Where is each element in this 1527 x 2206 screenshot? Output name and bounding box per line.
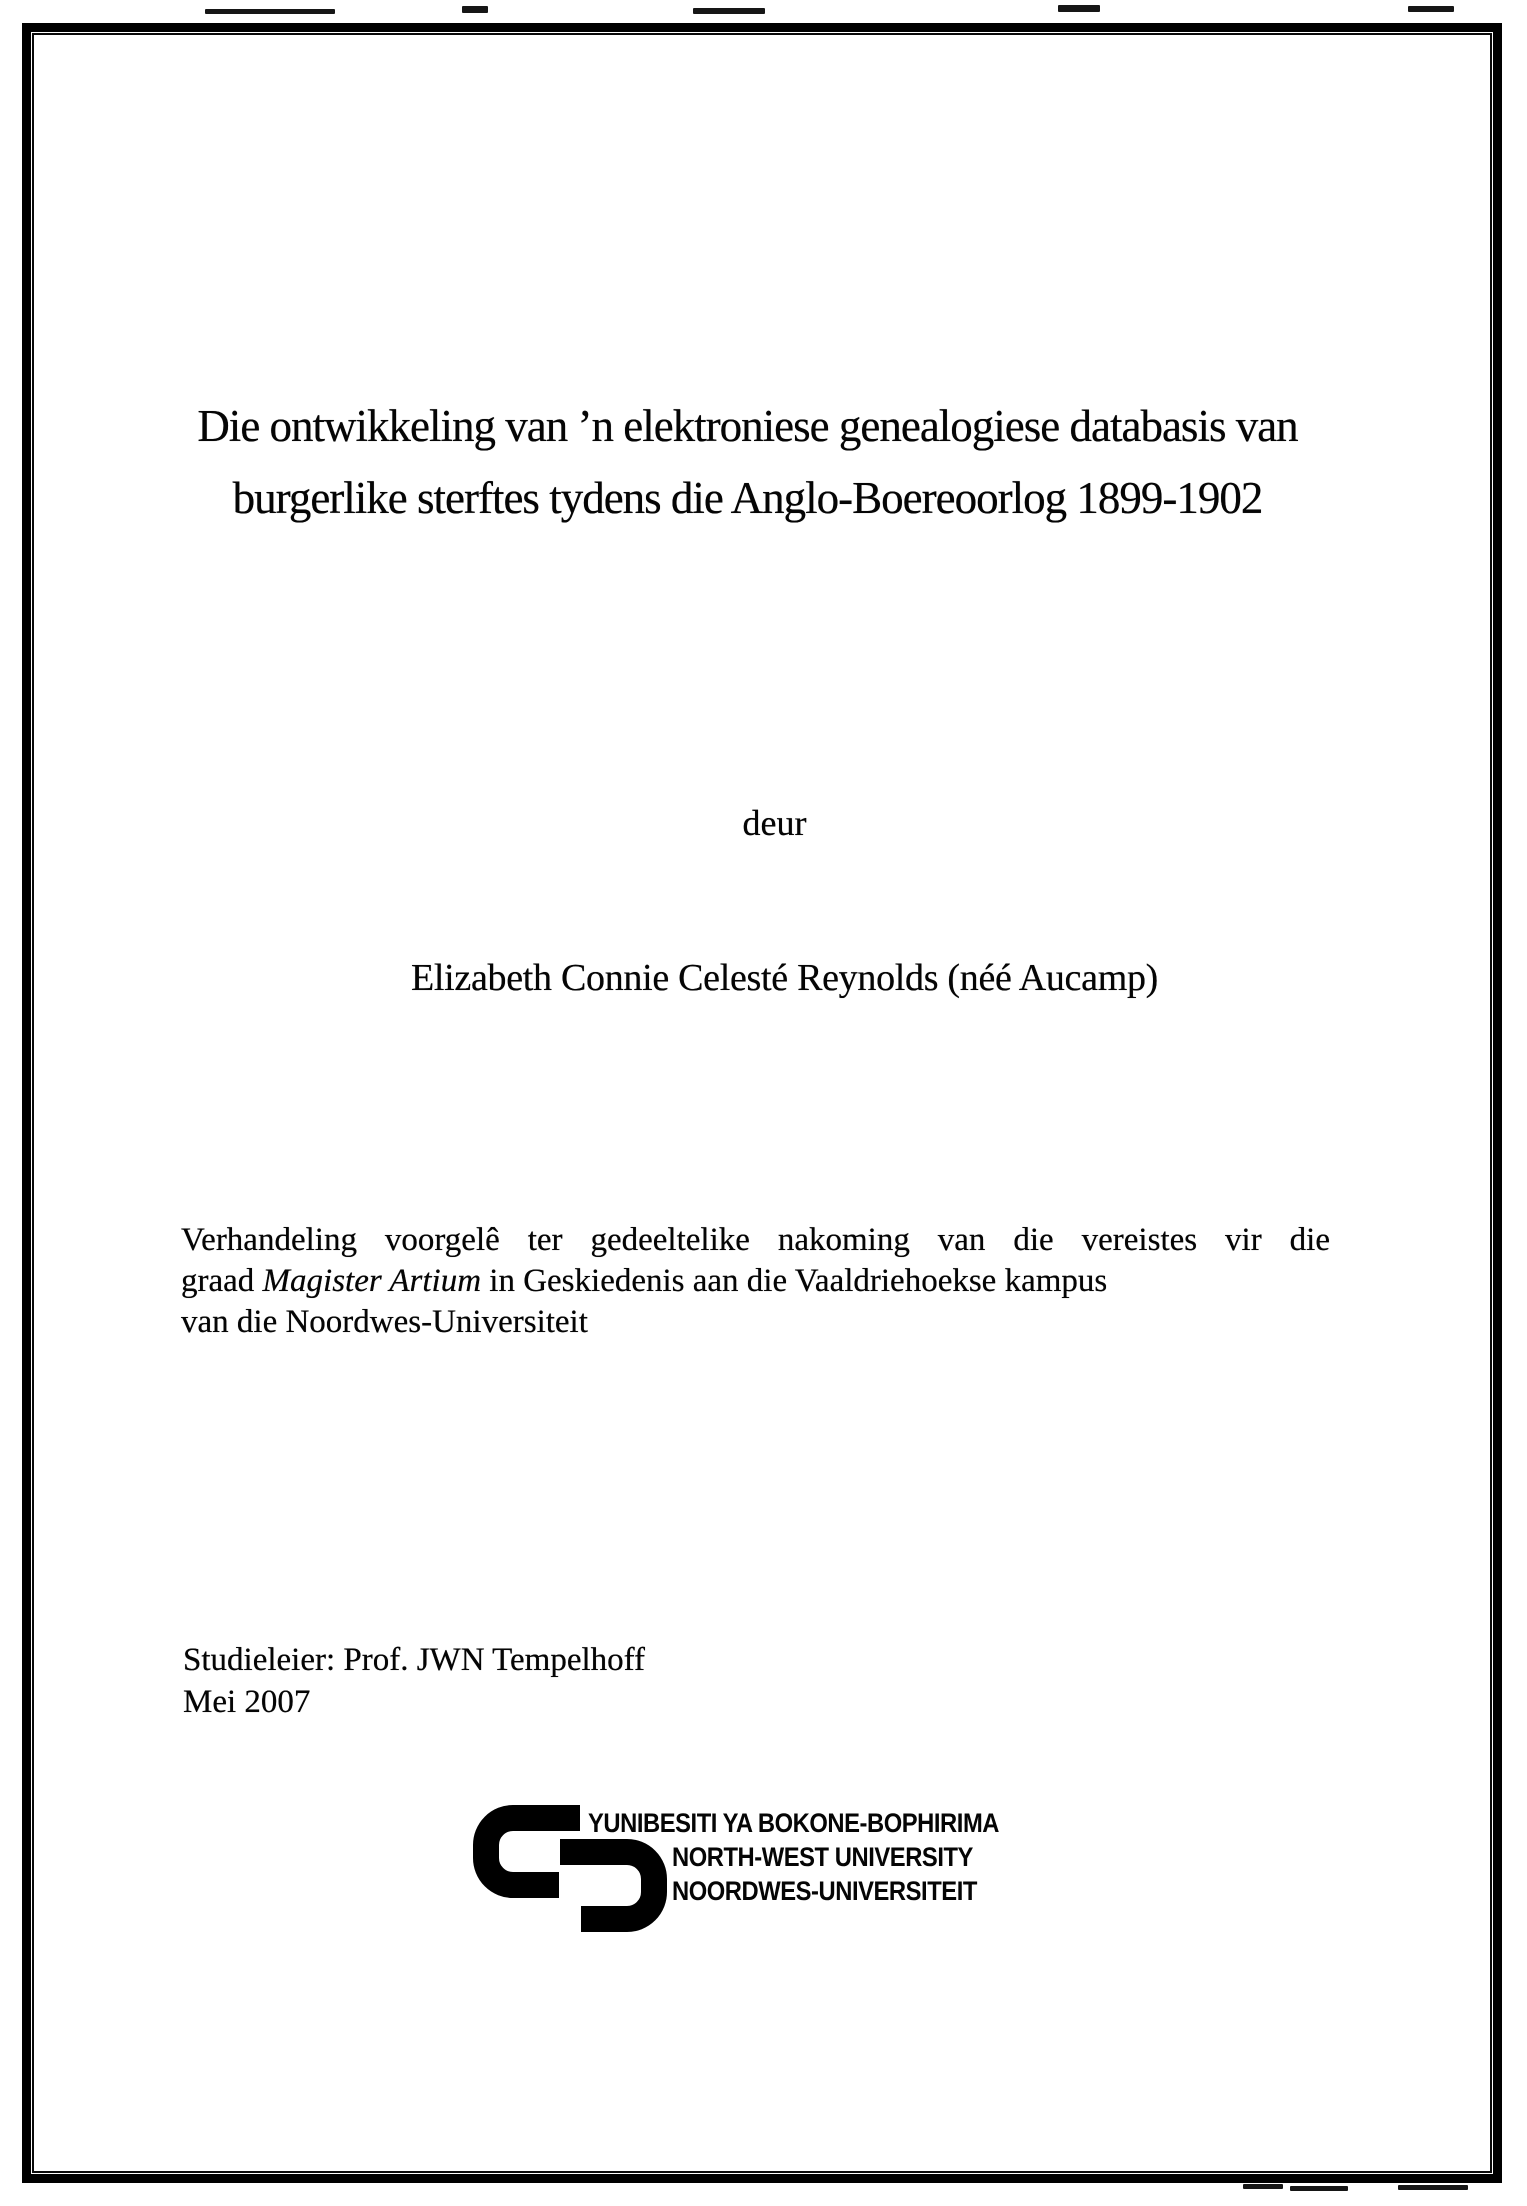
degree-statement-line-1: Verhandeling voorgelê ter gedeeltelike nakoming van die vereistes vir die <box>181 1222 1330 1258</box>
university-logo-text <box>473 1806 1055 1908</box>
scan-artifact <box>1398 2185 1468 2190</box>
scan-artifact <box>1408 6 1454 12</box>
scan-artifact <box>1058 5 1100 12</box>
logo-text-afrikaans: NOORDWES-UNIVERSITEIT <box>672 1876 977 1906</box>
thesis-title-line-2: burgerlike sterftes tydens die Anglo-Boereoorlog 1899-1902 <box>232 473 1263 523</box>
byline-deur: deur <box>742 803 807 843</box>
degree-statement-line-2-prefix: graad <box>181 1263 263 1299</box>
university-logo <box>473 1805 1173 1945</box>
date-line: Mei 2007 <box>183 1684 311 1720</box>
logo-text-setswana: YUNIBESITI YA BOKONE-BOPHIRIMA <box>588 1808 1000 1838</box>
scan-artifact <box>462 6 488 13</box>
degree-statement-line-2-suffix: in Geskiedenis aan die Vaaldriehoekse kampus <box>481 1263 1108 1299</box>
supervisor-line: Studieleier: Prof. JWN Tempelhoff <box>183 1642 646 1678</box>
thesis-title <box>74 390 1421 534</box>
degree-name-italic: Magister Artium <box>262 1263 482 1299</box>
supervisor-block <box>183 1639 645 1723</box>
scan-artifact <box>693 8 765 14</box>
author-name: Elizabeth Connie Celesté Reynolds (néé Aucamp) <box>410 957 1159 999</box>
degree-statement-line-2 <box>181 1261 1330 1302</box>
thesis-title-line-1: Die ontwikkeling van ’n elektroniese genealogiese databasis van <box>197 401 1298 451</box>
degree-statement <box>181 1220 1330 1343</box>
scan-artifact <box>1290 2186 1348 2191</box>
scan-artifact <box>205 9 335 14</box>
scan-artifact <box>1243 2184 1283 2189</box>
logo-text-english: NORTH-WEST UNIVERSITY <box>672 1842 973 1872</box>
degree-statement-line-3: van die Noordwes-Universiteit <box>181 1304 588 1340</box>
